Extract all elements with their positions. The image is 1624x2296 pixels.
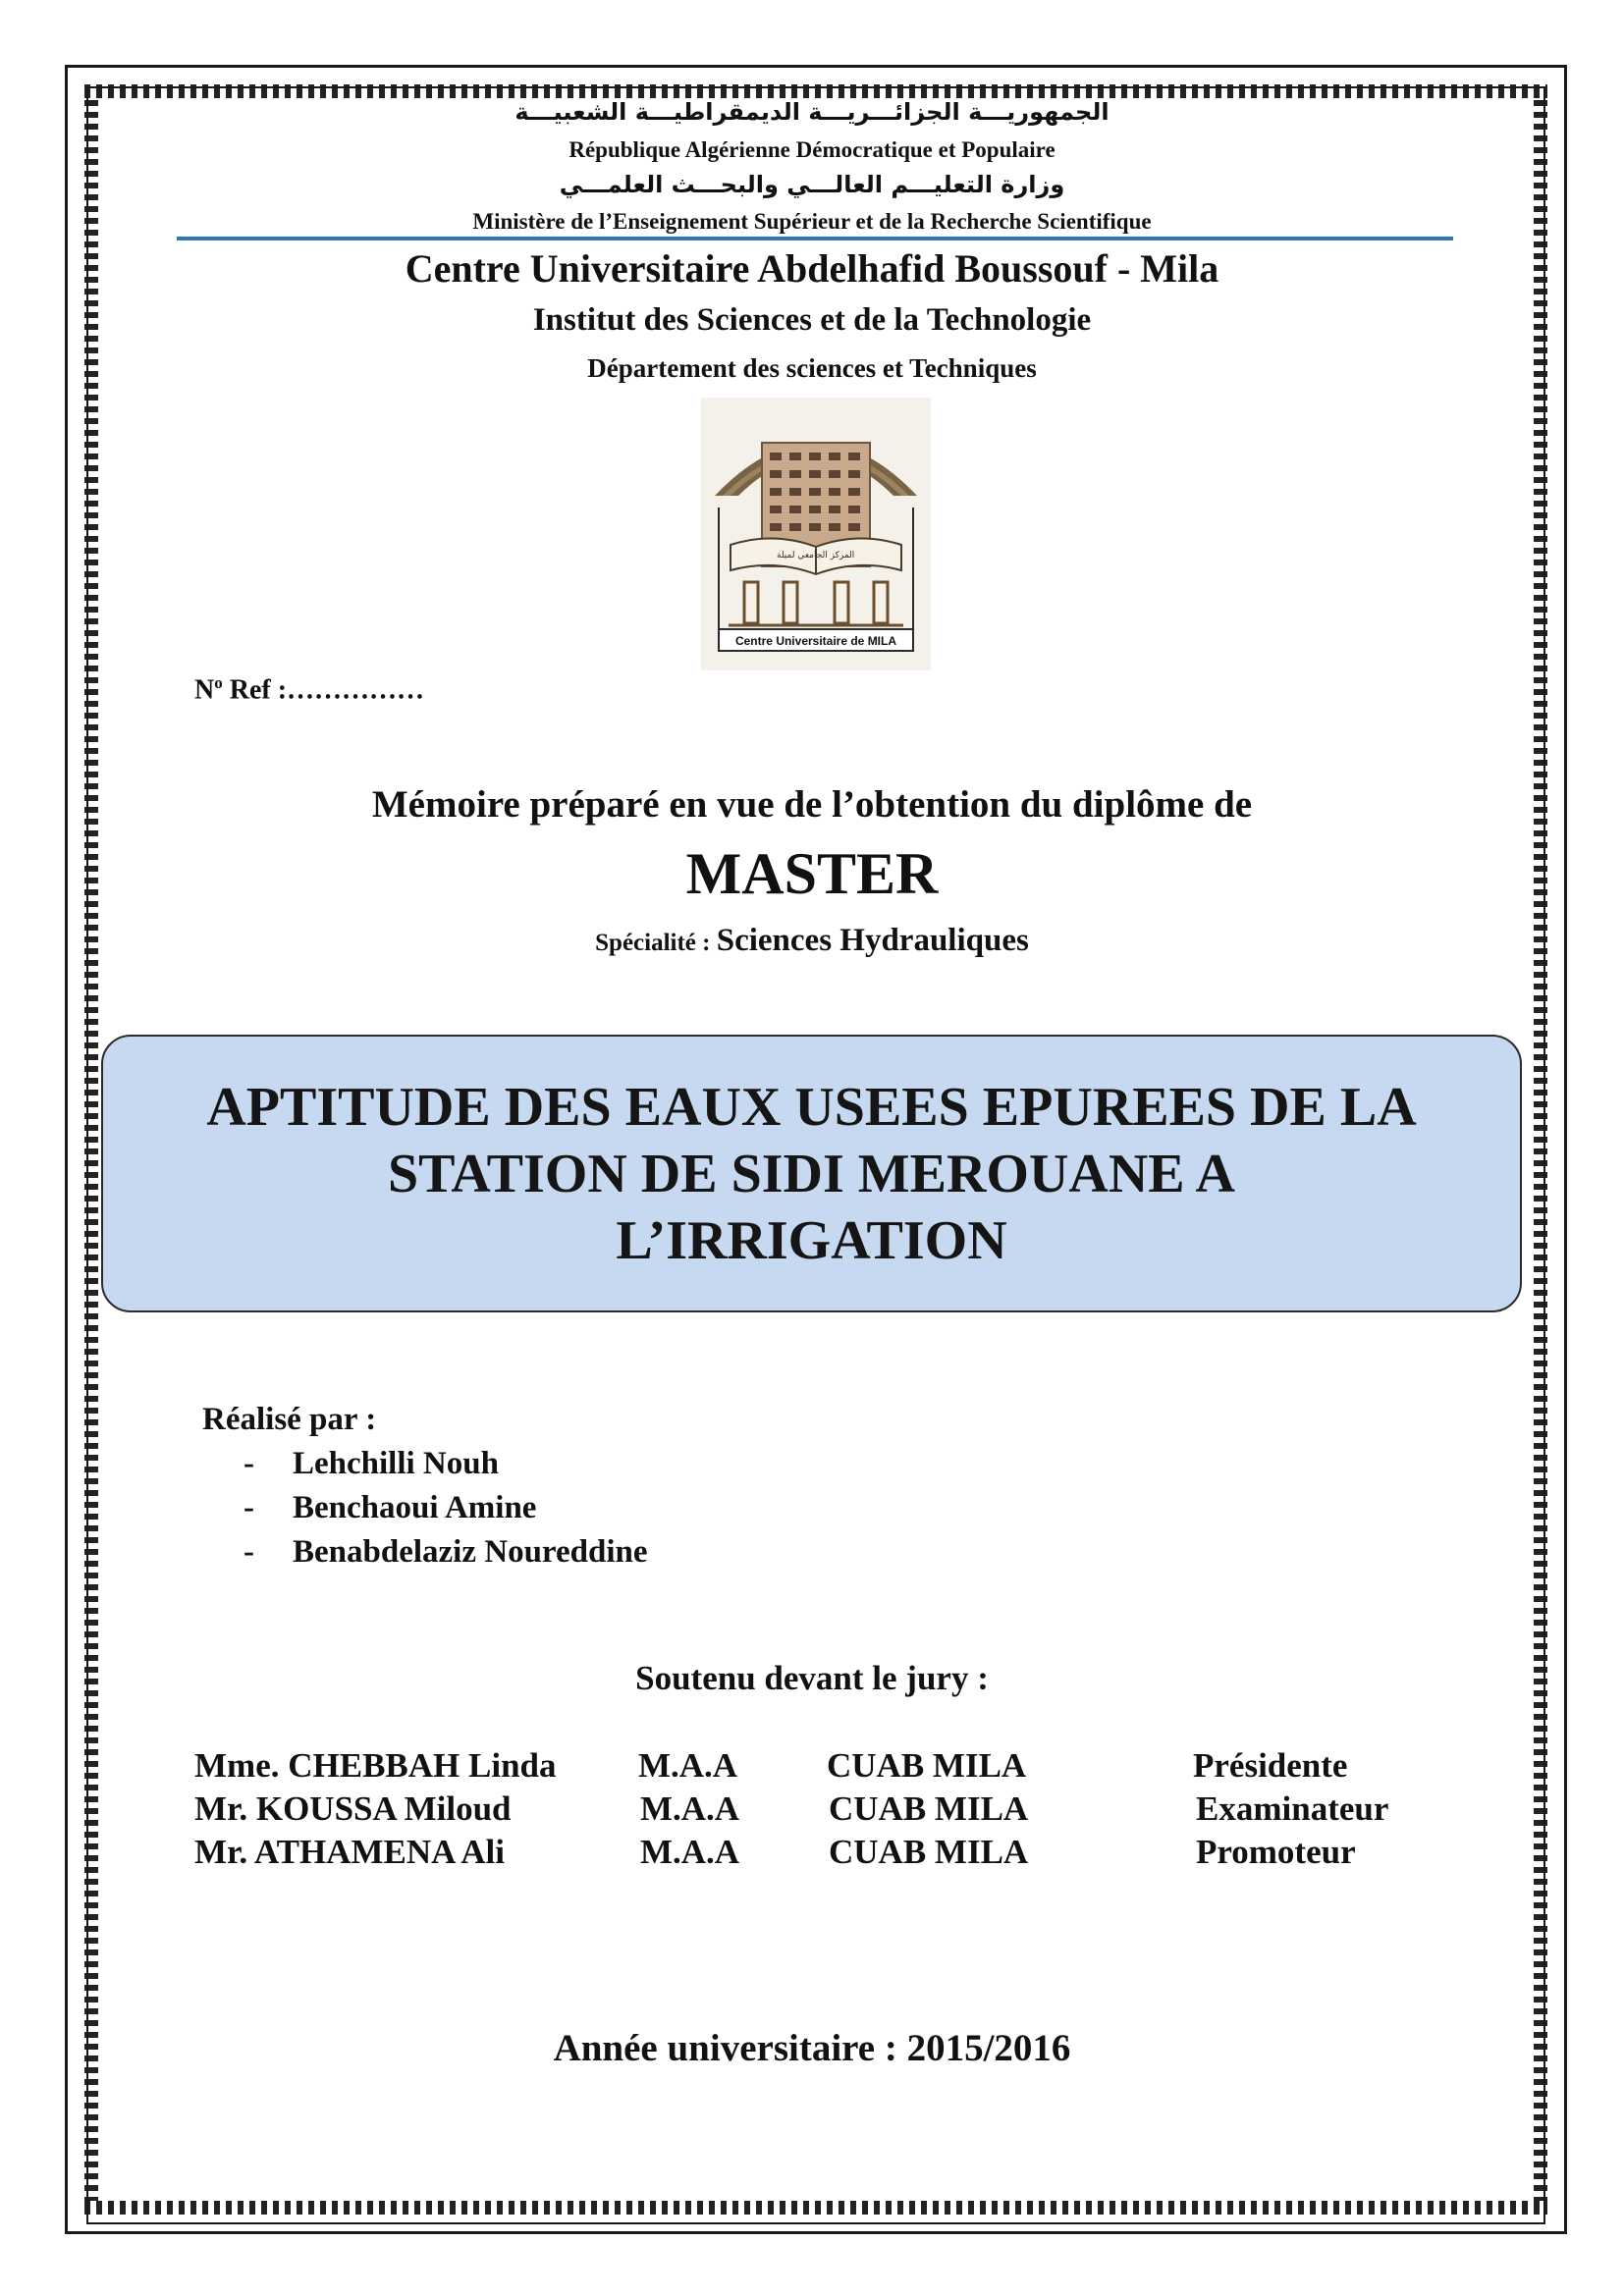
- jury-grade: M.A.A: [638, 1746, 738, 1785]
- list-dash: -: [244, 1446, 254, 1481]
- list-dash: -: [244, 1534, 254, 1570]
- specialty: [0, 923, 1624, 959]
- header-rule: [177, 237, 1453, 240]
- authors-label: Réalisé par :: [202, 1402, 377, 1437]
- ref-rest: Ref :……………: [222, 674, 425, 706]
- jury-role: Présidente: [1193, 1746, 1348, 1785]
- ref-n: N: [194, 674, 215, 706]
- jury-institution: CUAB MILA: [827, 1746, 1027, 1785]
- institute-name: Institut des Sciences et de la Technologie: [532, 302, 1092, 338]
- arabic-ministry-line: وزارة التعليـــم العالـــي والبحـــث العلمـــي: [559, 171, 1065, 198]
- jury-name: Mr. ATHAMENA Ali: [194, 1833, 505, 1871]
- author-name: Benabdelaziz Noureddine: [293, 1534, 648, 1570]
- jury-grade: M.A.A: [640, 1833, 740, 1871]
- arabic-republic-line: الجمهوريـــة الجزائـــريـــة الديمقراطيـــة الشعبيـــة: [514, 98, 1110, 126]
- jury-institution: CUAB MILA: [829, 1833, 1029, 1871]
- jury-row: [0, 1833, 1624, 1876]
- list-dash: -: [244, 1490, 254, 1525]
- pillars-icon: [744, 582, 888, 623]
- thesis-title-line-1: APTITUDE DES EAUX USEES EPUREES DE LA: [206, 1076, 1417, 1138]
- jury-label: Soutenu devant le jury :: [635, 1659, 989, 1697]
- department-name: Département des sciences et Techniques: [587, 353, 1037, 383]
- jury-role: Promoteur: [1196, 1833, 1356, 1871]
- jury-row: [0, 1789, 1624, 1833]
- author-item: [244, 1446, 499, 1482]
- diploma-intro: Mémoire préparé en vue de l’obtention du diplôme de: [371, 783, 1253, 826]
- jury-role: Examinateur: [1196, 1789, 1389, 1828]
- ref-o: o: [214, 673, 223, 692]
- specialty-label: Spécialité :: [595, 930, 717, 956]
- author-item: [244, 1490, 536, 1526]
- specialty-value: Sciences Hydrauliques: [716, 923, 1029, 958]
- author-item: [244, 1534, 648, 1571]
- thesis-title-line-2: STATION DE SIDI MEROUANE A: [388, 1143, 1235, 1204]
- logo-caption: Centre Universitaire de MILA: [734, 634, 897, 648]
- diploma-degree: MASTER: [685, 841, 939, 906]
- thesis-title-line-3: L’IRRIGATION: [616, 1209, 1007, 1271]
- ministry-line: Ministère de l’Enseignement Supérieur et de la Recherche Scientifique: [472, 209, 1152, 234]
- logo-arabic-banner: المركز الجامعي لميلة: [777, 551, 855, 561]
- thesis-title-box: [101, 1035, 1522, 1312]
- jury-name: Mme. CHEBBAH Linda: [194, 1746, 557, 1785]
- jury-institution: CUAB MILA: [829, 1789, 1029, 1828]
- jury-row: [0, 1746, 1624, 1789]
- reference-number: [194, 673, 424, 706]
- university-name: Centre Universitaire Abdelhafid Boussouf - Mila: [405, 246, 1219, 291]
- republic-line: République Algérienne Démocratique et Populaire: [568, 137, 1056, 162]
- jury-grade: M.A.A: [640, 1789, 740, 1828]
- university-logo: [701, 398, 931, 670]
- author-name: Lehchilli Nouh: [293, 1446, 499, 1481]
- author-name: Benchaoui Amine: [293, 1490, 537, 1525]
- academic-year: Année universitaire : 2015/2016: [553, 2027, 1071, 2069]
- jury-name: Mr. KOUSSA Miloud: [194, 1789, 512, 1828]
